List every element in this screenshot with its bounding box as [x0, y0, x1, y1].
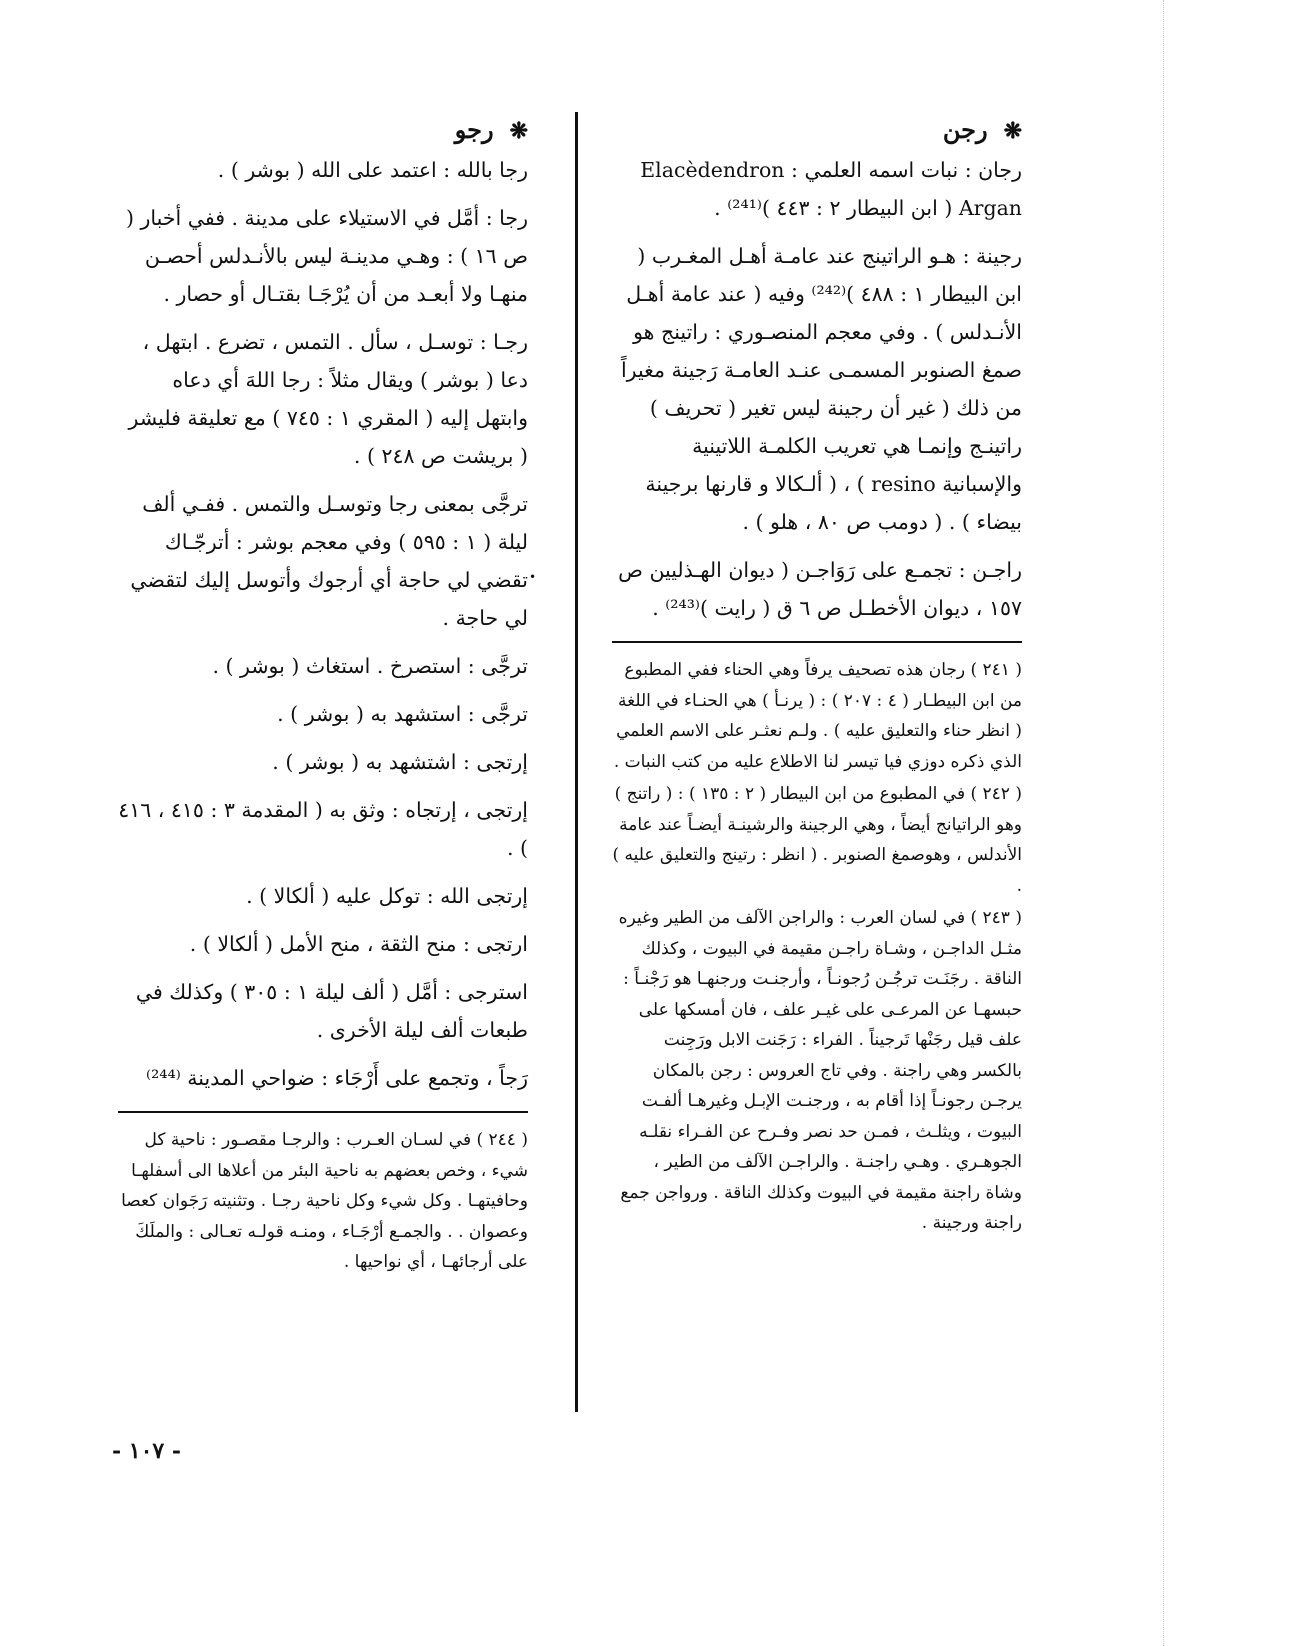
- footnote: ( ٢٤١ ) رجان هذه تصحيف يرفاً وهي الحناء ففي المطبوع من ابن البيطـار ( ٤ : ٢٠٧ ) : ( يرنـأ ) هي الحنـاء في اللغة ( انظر حناء والتعليق عليه ) . ولـم نعثـر على الاسم العلمي الذي ذكره دوزي فيا تيسر لنا الاطلاع عليه من كتب النبات .: [613, 660, 1022, 772]
- right-column: [612, 112, 1022, 1241]
- dictionary-entry: إرتجى الله : توكل عليه ( ألكالا ) .: [246, 884, 528, 908]
- dictionary-entry: ترجَّى : استصرخ . استغاث ( بوشر ) .: [212, 654, 528, 678]
- footnote-divider: [118, 1111, 528, 1113]
- column-divider: [575, 112, 578, 1412]
- footnote: ( ٢٤٣ ) في لسان العرب : والراجن الآلف من الطير وغيره مثـل الداجـن ، وشـاة راجـن مقيمة في البيوت ، وكذلك الناقة . رجَنَـت ترجُـن رُجونـاً ، وأرجنـت ورجنهـا هو رَجْنـاً : حبسهـا عن المرعـى على غيـر علف ، فان أمسكها على علف قيل رجَنْها تَرجيناً . الفراء : رَجَنت الابل ورَجِنت بالكسر وهي راجنة . وفي تاج العروس : رجن بالمكان يرجـن رجونـاً إذا أقام به ، ورجنـت الإبـل وغيرهـا ألفـت البيوت ، ويثلـث ، فمـن حد نصر وفـرح عن الفـراء نقلـه الجوهـري . وهـي راجنـة . والراجـن الآلف من الطير ، وشاة راجنة مقيمة في البيوت وكذلك الناقة . ورواجن جمع راجنة ورجينة .: [618, 908, 1022, 1233]
- footnote-divider: [612, 641, 1022, 643]
- dictionary-entry: ترجَّى : استشهد به ( بوشر ) .: [277, 702, 528, 726]
- dictionary-entry: استرجى : أمَّل ( ألف ليلة ١ : ٣٠٥ ) وكذلك في طبعات ألف ليلة الأخرى .: [135, 980, 528, 1042]
- dictionary-entry: رَجاً ، وتجمع على أَرْجَاء : ضواحي المدينة ⁽²⁴⁴⁾: [146, 1066, 528, 1090]
- footnote: ( ٢٤٤ ) في لسـان العـرب : والرجـا مقصـور : ناحية كل شيء ، وخص بعضهم به ناحية البئر من أعلاها الى أسفلهـا وحافيتهـا . وكل شيء وكل ناحية رجـا . وتثنيته رَجَوان كعصا وعصوان . . والجمـع أرْجَـاء ، ومنـه قولـه تعـالى : والملَكَ على أرجائهـا ، أي نواحيها .: [121, 1130, 528, 1272]
- page-number: - ١٠٧ -: [112, 1438, 182, 1464]
- entry-heading-rajaw: ❋رجو: [454, 115, 528, 144]
- margin-dot: •: [529, 570, 537, 584]
- dictionary-entry: ارتجى : منح الثقة ، منح الأمل ( ألكالا ) .: [189, 932, 528, 956]
- dictionary-entry: رجا : أمَّل في الاستيلاء على مدينة . ففي أخبار ( ص ١٦ ) : وهـي مدينـة ليس بالأنـدلس أحصـن منهـا ولا أبعـد من أن يُرْجَـا بقتـال أو حصار .: [126, 206, 528, 306]
- dictionary-entry: رجا بالله : اعتمد على الله ( بوشر ) .: [217, 158, 528, 182]
- left-column: [118, 112, 528, 1280]
- dictionary-entry: ترجَّى بمعنى رجا وتوسـل والتمس . ففـي ألف ليلة ( ١ : ٥٩٥ ) وفي معجم بوشر : أترجّـاك تقضي لي حاجة أي أرجوك وأتوسل إليك لتقضي لي حاجة .: [130, 492, 528, 630]
- dictionary-entry: إرتجى ، إرتجاه : وثق به ( المقدمة ٣ : ٤١٥ ، ٤١٦ ) .: [118, 798, 528, 860]
- dictionary-entry: إرتجى : اشتشهد به ( بوشر ) .: [272, 750, 528, 774]
- footnote: ( ٢٤٢ ) في المطبوع من ابن البيطار ( ٢ : ١٣٥ ) : ( راتنج ) وهو الراتيانج أيضاً ، وهي الرجينة والرشينـة أيضـاً عند عامة الأندلس ، وهوصمغ الصنوبر . ( انظر : رتينج والتعليق عليه ) .: [612, 784, 1022, 896]
- dictionary-entry: رجـا : توسـل ، سأل . التمس ، تضرع . ابتهل ، دعا ( بوشر ) ويقال مثلاً : رجا اللهَ أي دعاه وابتهل إليه ( المقري ١ : ٧٤٥ ) مع تعليقة فليشر ( بريشت ص ٢٤٨ ) .: [128, 330, 528, 468]
- asterisk-icon: ❋: [509, 118, 528, 144]
- entry-heading-rajan: ❋رجن: [942, 115, 1022, 144]
- dictionary-entry: رجينة : هـو الراتينج عند عامـة أهـل المغـرب ( ابن البيطار ١ : ٤٨٨ )⁽²⁴²⁾ وفيه ( عند عامة أهـل الأنـدلس ) . وفي معجم المنصـوري : راتينج هو صمغ الصنوبر المسمـى عنـد العامـة رَجينة مغيراً من ذلك ( غير أن رجينة ليس تغير ( تحريف ) راتينـج وإنمـا هي تعريب الكلمـة اللاتينية والإسبانية resino ) ، ( ألـكالا و قارنها برجينة بيضاء ) . ( دومب ص ٨٠ ، هلو ) .: [620, 244, 1022, 534]
- margin-line: [1163, 0, 1165, 1646]
- dictionary-entry: راجـن : تجمـع على رَوَاجـن ( ديوان الهـذليين ص ١٥٧ ، ديوان الأخطـل ص ٦ ق ( رايت )⁽²⁴³⁾ .: [618, 558, 1022, 620]
- dictionary-entry: رجان : نبات اسمه العلمي : Elacèdendron Argan ( ابن البيطار ٢ : ٤٤٣ )⁽²⁴¹⁾ .: [640, 158, 1022, 220]
- asterisk-icon: ❋: [1003, 118, 1022, 144]
